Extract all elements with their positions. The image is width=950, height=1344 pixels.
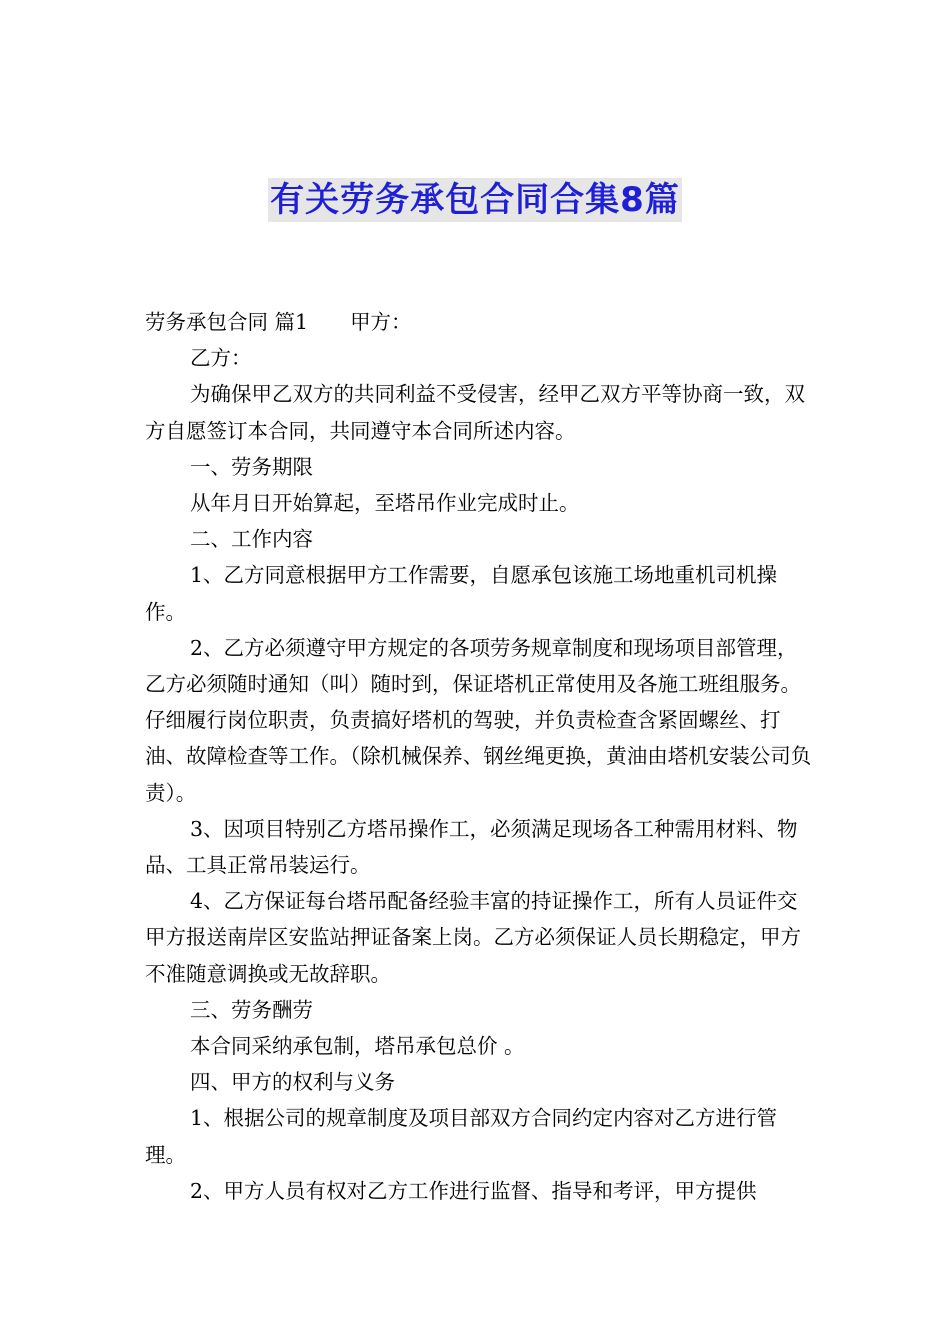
section-heading: 三、劳务酬劳 bbox=[190, 997, 313, 1022]
paragraph: 3、因项目特别乙方塔吊操作工，必须满足现场各工种需用材料、物品、工具正常吊装运行。 bbox=[145, 816, 798, 878]
section-heading: 一、劳务期限 bbox=[190, 454, 313, 479]
paragraph: 从年月日开始算起，至塔吊作业完成时止。 bbox=[190, 491, 580, 516]
document-title: 有关劳务承包合同合集8篇 bbox=[270, 180, 680, 220]
first-line bbox=[145, 304, 813, 340]
paragraph: 4、乙方保证每台塔吊配备经验丰富的持证操作工，所有人员证件交甲方报送南岸区安监站押证备案上岗。乙方必须保证人员长期稳定，甲方不准随意调换或无故辞职。 bbox=[145, 889, 801, 986]
contract-section-label: 劳务承包合同 篇1 bbox=[145, 310, 309, 334]
party-a-label: 甲方： bbox=[350, 310, 412, 334]
document-body bbox=[145, 304, 813, 1209]
paragraph: 1、根据公司的规章制度及项目部双方合同约定内容对乙方进行管理。 bbox=[145, 1106, 778, 1167]
section-heading: 二、工作内容 bbox=[190, 527, 313, 552]
paragraph: 2、甲方人员有权对乙方工作进行监督、指导和考评，甲方提供 bbox=[190, 1178, 757, 1203]
section-heading: 四、甲方的权利与义务 bbox=[190, 1070, 395, 1095]
paragraph: 为确保甲乙双方的共同利益不受侵害，经甲乙双方平等协商一致，双方自愿签订本合同，共同遵守本合同所述内容。 bbox=[145, 382, 805, 443]
title-wrapper bbox=[0, 178, 950, 222]
paragraph: 2、乙方必须遵守甲方规定的各项劳务规章制度和现场项目部管理，乙方必须随时通知（叫）随时到，保证塔机正常使用及各施工班组服务。仔细履行岗位职责，负责搞好塔机的驾驶，并负责检查含紧固螺丝、打油、故障检查等工作。（除机械保养、钢丝绳更换，黄油由塔机安装公司负责）。 bbox=[145, 635, 812, 805]
paragraph: 乙方： bbox=[190, 346, 252, 371]
paragraph: 本合同采纳承包制，塔吊承包总价 。 bbox=[190, 1034, 525, 1059]
paragraph: 1、乙方同意根据甲方工作需要，自愿承包该施工场地重机司机操作。 bbox=[145, 563, 778, 624]
